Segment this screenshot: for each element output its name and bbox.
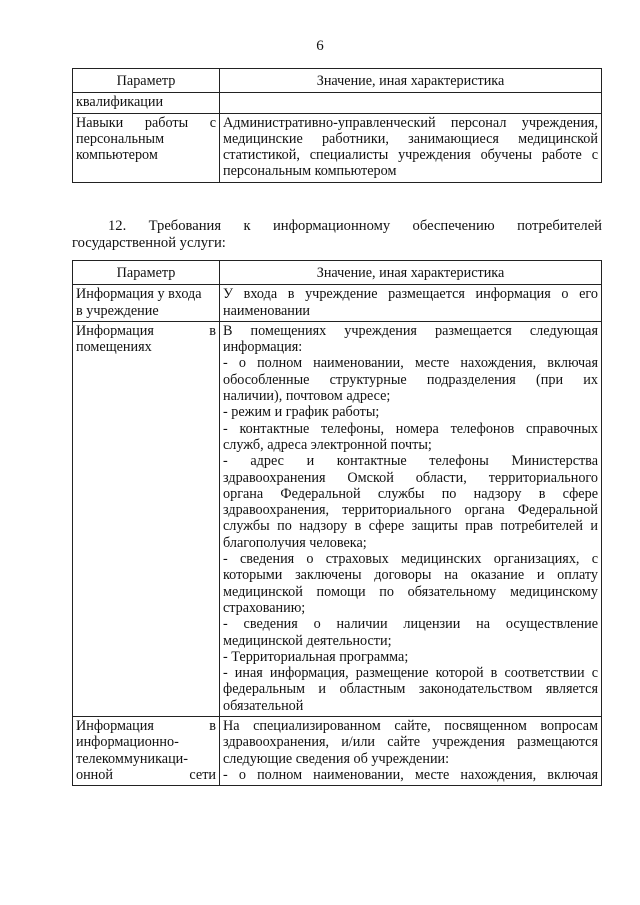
value-cell — [220, 321, 602, 716]
cell-line: В помещениях учреждения размещается следующая — [223, 322, 598, 339]
param-cell — [73, 93, 220, 113]
cell-line: благополучия человека; — [223, 534, 367, 551]
cell-line: служб, адреса электронной почты; — [223, 436, 432, 453]
table-row — [73, 321, 602, 716]
cell-line: федеральным и областным законодательством является — [223, 681, 598, 698]
header-parameter: Параметр — [73, 69, 220, 93]
cell-line: помещениях — [76, 339, 152, 356]
cell-line: наименовании — [223, 302, 311, 319]
cell-line: квалификации — [76, 94, 164, 111]
cell-line: медицинской помощи по обязательному медицинскому — [223, 583, 598, 600]
information-requirements-table — [72, 260, 602, 786]
cell-line: - адрес и контактные телефоны Министерства — [223, 453, 598, 470]
cell-line: У входа в учреждение размещается информация о его — [223, 286, 598, 303]
page-number: 6 — [316, 38, 324, 54]
value-cell — [220, 113, 602, 182]
cell-line: - иная информация, размещение которой в соответствии с — [223, 665, 598, 682]
cell-line: компьютером — [76, 147, 158, 164]
table-header-row — [73, 69, 602, 93]
cell-line: в учреждение — [76, 302, 159, 319]
section-heading-line: 12. Требования к информационному обеспечению потребителей — [108, 218, 602, 234]
value-cell — [220, 717, 602, 786]
requirements-table-part — [72, 68, 602, 183]
table-row — [73, 113, 602, 182]
cell-line: - о полном наименовании, месте нахождения, включая — [223, 766, 598, 783]
cell-line: обязательной — [223, 697, 304, 714]
cell-line: Информация в — [76, 322, 216, 339]
param-cell — [73, 717, 220, 786]
cell-line: здравоохранения Омской области, территориального — [223, 469, 598, 486]
cell-line: следующие сведения об учреждении: — [223, 750, 450, 767]
cell-line: - о полном наименовании, месте нахождения, включая — [223, 355, 598, 372]
cell-line: обособленные структурные подразделения (при их — [223, 371, 598, 388]
cell-line: органа Федеральной службы по надзору в сфере — [223, 485, 598, 502]
cell-line: статистикой, специалисты учреждения обучены работе с — [223, 147, 598, 164]
header-value: Значение, иная характеристика — [220, 69, 602, 93]
cell-line: - Территориальная программа; — [223, 648, 409, 665]
table-row — [73, 285, 602, 322]
cell-line: Административно-управленческий персонал учреждения, — [223, 114, 598, 131]
cell-line: - контактные телефоны, номера телефонов справочных — [223, 420, 598, 437]
cell-line: На специализированном сайте, посвященном вопросам — [223, 718, 598, 735]
table-row — [73, 93, 602, 113]
cell-line: персональным — [76, 130, 165, 147]
cell-line: Информация в — [76, 718, 216, 735]
cell-line: которыми заключены договоры на оказание и оплату — [223, 567, 598, 584]
section-heading-line: государственной услуги: — [72, 235, 226, 251]
param-cell — [73, 113, 220, 182]
cell-line: здравоохранения, территориального органа Федеральной — [223, 502, 598, 519]
section-heading — [72, 218, 602, 252]
value-cell — [220, 285, 602, 322]
cell-line: здравоохранения, и/или сайте учреждения размещаются — [223, 734, 598, 751]
cell-line: службы по надзору в сфере защиты прав потребителей и — [223, 518, 598, 535]
cell-line: - сведения о страховых медицинских организациях, с — [223, 551, 598, 568]
header-value: Значение, иная характеристика — [220, 261, 602, 285]
table-row — [73, 717, 602, 786]
cell-line: - режим и график работы; — [223, 404, 380, 421]
cell-line: страхованию; — [223, 599, 306, 616]
cell-line: наличии), почтовом адресе; — [223, 388, 391, 405]
cell-line: медицинские работники, занимающиеся медицинской — [223, 130, 598, 147]
param-cell — [73, 321, 220, 716]
cell-line: - сведения о наличии лицензии на осуществление — [223, 616, 598, 633]
table-header-row — [73, 261, 602, 285]
cell-line: Информация у входа — [76, 286, 202, 303]
cell-line: телекоммуникаци- — [76, 750, 188, 767]
value-cell — [220, 93, 602, 113]
cell-line: информационно- — [76, 734, 179, 751]
cell-line: персональным компьютером — [223, 163, 397, 180]
header-parameter: Параметр — [73, 261, 220, 285]
cell-line: Навыки работы с — [76, 114, 216, 131]
cell-line: информация: — [223, 339, 303, 356]
cell-line: медицинской деятельности; — [223, 632, 392, 649]
param-cell — [73, 285, 220, 322]
cell-line: онной сети — [76, 766, 216, 783]
